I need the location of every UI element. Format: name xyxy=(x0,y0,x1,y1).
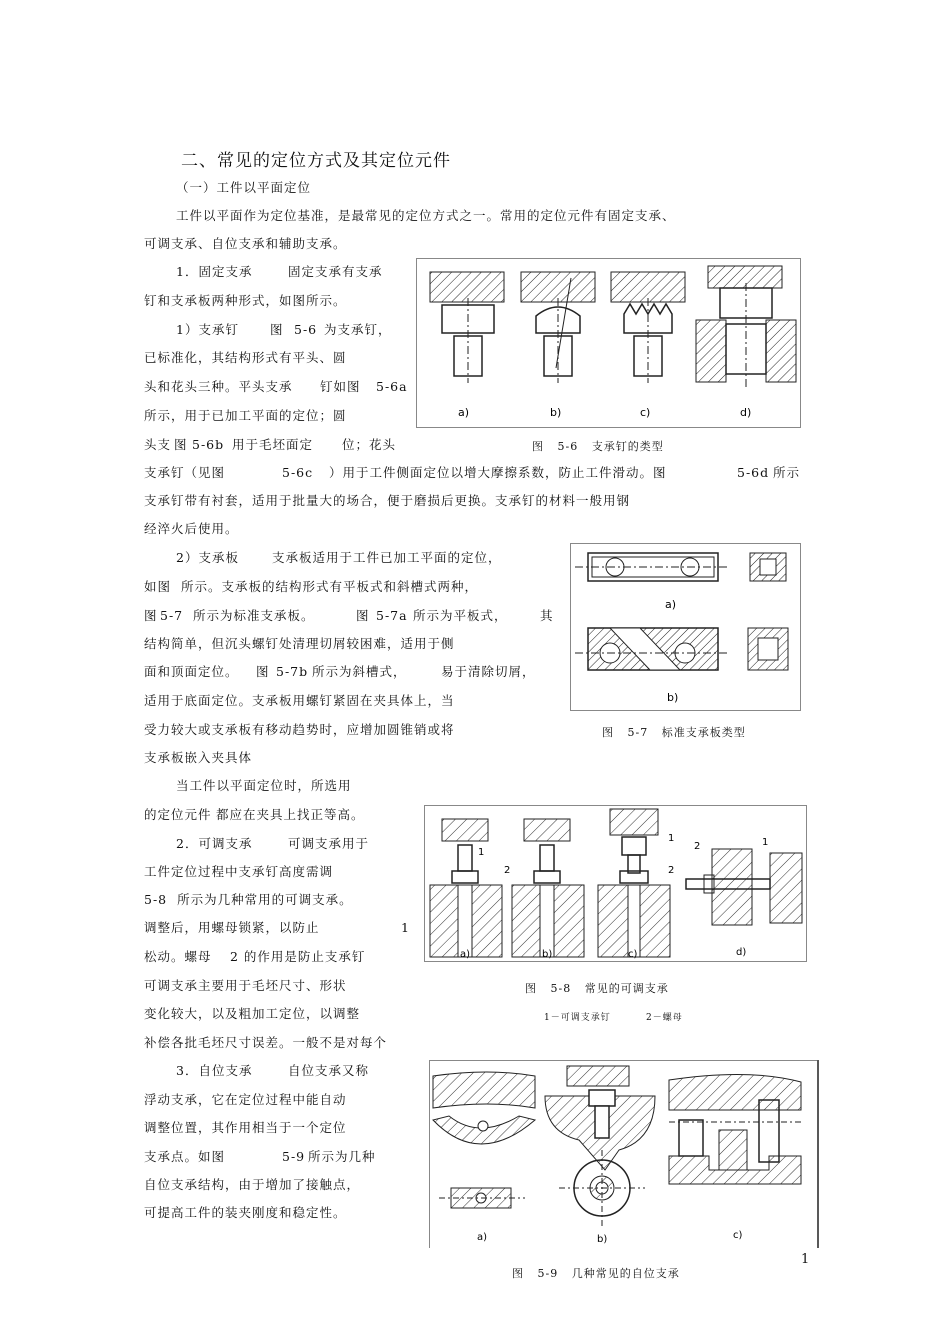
body-line: 自位支承结构，由于增加了接触点， xyxy=(144,1177,361,1192)
body-line: 适用于底面定位。支承板用螺钉紧固在夹具体上，当 xyxy=(144,693,455,708)
body-line: 易于清除切屑， xyxy=(441,664,536,679)
body-line: 松动。螺母 xyxy=(144,949,212,964)
body-line: 5-6c xyxy=(282,465,314,480)
body-line: 已标准化，其结构形式有平头、圆 xyxy=(144,350,347,365)
body-line: 如图 所示。支承板的结构形式有平板式和斜槽式两种， xyxy=(144,579,478,594)
body-line: 调整位置，其作用相当于一个定位 xyxy=(144,1120,347,1135)
body-line: 工件定位过程中支承钉高度需调 xyxy=(144,864,334,879)
body-line: 所示 xyxy=(773,465,801,480)
page-title: 二、常见的定位方式及其定位元件 xyxy=(181,151,451,171)
body-line: 补偿各批毛坯尺寸误差。一般不是对每个 xyxy=(144,1035,388,1050)
body-line: 经淬火后使用。 xyxy=(144,521,239,536)
fig58-label-1: 1 xyxy=(762,837,769,848)
body-line: 所示，用于已加工平面的定位；圆 xyxy=(144,408,347,423)
figure-5-7 xyxy=(570,543,801,711)
body-line: 可提高工件的装夹刚度和稳定性。 xyxy=(144,1205,347,1220)
body-line: 钉如图 xyxy=(320,379,361,394)
body-line: （一）工件以平面定位 xyxy=(176,180,312,195)
body-line: 头支 xyxy=(144,437,172,452)
body-line: 结构简单，但沉头螺钉处清理切屑较困难，适用于侧 xyxy=(144,636,455,651)
body-line: 位；花头 xyxy=(342,437,397,452)
fig59-label-b: b) xyxy=(597,1234,608,1245)
body-line: 图 xyxy=(174,437,188,452)
fig57-label-a: a) xyxy=(665,598,677,611)
body-line: 可调支承主要用于毛坯尺寸、形状 xyxy=(144,978,347,993)
body-line: 用于毛坯面定 xyxy=(232,437,314,452)
fig58-label-2: 2 xyxy=(504,865,511,876)
body-line: 支承钉（见图 xyxy=(144,465,226,480)
fig56-label-b: b) xyxy=(550,406,562,419)
figure-5-8-sublabel: 1－可调支承钉 xyxy=(544,1013,611,1023)
body-line: 5-9 xyxy=(282,1149,306,1164)
body-line: 的定位元件 xyxy=(144,807,212,822)
fig58-label-d: d) xyxy=(736,947,747,958)
body-line: 5-6 xyxy=(294,322,318,337)
body-line: 支承板嵌入夹具体 xyxy=(144,750,253,765)
fig58-label-1: 1 xyxy=(668,833,675,844)
body-line: 5-6d xyxy=(737,465,770,480)
body-line: 其 xyxy=(540,608,554,623)
body-line: 自位支承又称 xyxy=(288,1063,370,1078)
figure-5-8 xyxy=(424,805,807,962)
body-line: ）用于工件侧面定位以增大摩擦系数，防止工件滑动。图 xyxy=(329,465,667,480)
body-line: 3．自位支承 xyxy=(176,1063,253,1078)
body-line: 图 xyxy=(256,664,270,679)
body-line: 图 xyxy=(144,608,158,623)
fig58-label-a: a) xyxy=(460,949,471,960)
figure-5-6-caption: 图 5-6 支承钉的类型 xyxy=(532,440,664,453)
page-number: 1 xyxy=(801,1252,810,1267)
body-line: 5-6b xyxy=(192,437,225,452)
figure-5-9 xyxy=(429,1060,820,1248)
body-line: 面和顶面定位。 xyxy=(144,664,239,679)
fig56-label-d: d) xyxy=(740,406,752,419)
body-line: 支承钉带有衬套，适用于批量大的场合，便于磨损后更换。支承钉的材料一般用钢 xyxy=(144,493,631,508)
body-line: 1 xyxy=(401,920,410,935)
fig58-label-c: c) xyxy=(628,949,638,960)
body-line: 钉和支承板两种形式，如图所示。 xyxy=(144,293,347,308)
body-line: 头和花头三种。平头支承 xyxy=(144,379,293,394)
body-line: 所示为平板式， xyxy=(413,608,508,623)
body-line: 支承板适用于工件已加工平面的定位， xyxy=(272,550,502,565)
body-line: 5-7b xyxy=(276,664,309,679)
body-line: 可调支承用于 xyxy=(288,836,370,851)
body-line: 图 xyxy=(356,608,370,623)
body-line: 图 xyxy=(270,322,284,337)
body-line: 5-8 所示为几种常用的可调支承。 xyxy=(144,892,353,907)
body-line: 支承点。如图 xyxy=(144,1149,226,1164)
body-line: 当工件以平面定位时，所选用 xyxy=(176,778,352,793)
body-line: 都应在夹具上找正等高。 xyxy=(216,807,365,822)
fig58-label-1: 1 xyxy=(478,847,485,858)
body-line: 1．固定支承 xyxy=(176,264,253,279)
body-line: 1）支承钉 xyxy=(176,322,239,337)
body-line: 5-7a xyxy=(376,608,408,623)
fig57-label-b: b) xyxy=(667,691,679,704)
figure-5-6 xyxy=(416,258,801,428)
figure-5-9-caption: 图 5-9 几种常见的自位支承 xyxy=(512,1267,680,1280)
body-line: 2．可调支承 xyxy=(176,836,253,851)
body-line: 为支承钉， xyxy=(324,322,392,337)
body-line: 固定支承有支承 xyxy=(288,264,383,279)
fig58-label-2: 2 xyxy=(668,865,675,876)
fig56-label-c: c) xyxy=(640,406,651,419)
body-line: 变化较大，以及粗加工定位，以调整 xyxy=(144,1006,361,1021)
body-line: 2）支承板 xyxy=(176,550,239,565)
body-line: 所示为标准支承板。 xyxy=(193,608,315,623)
body-line: 5-7 xyxy=(160,608,184,623)
fig59-label-a: a) xyxy=(477,1232,488,1243)
fig56-label-a: a) xyxy=(458,406,470,419)
figure-5-8-caption: 图 5-8 常见的可调支承 xyxy=(525,982,669,995)
fig59-label-c: c) xyxy=(733,1230,743,1241)
body-line: 受力较大或支承板有移动趋势时，应增加圆锥销或将 xyxy=(144,722,455,737)
figure-5-7-caption: 图 5-7 标准支承板类型 xyxy=(602,726,746,739)
body-line: 5-6a xyxy=(376,379,408,394)
body-line: 2 的作用是防止支承钉 xyxy=(230,949,366,964)
body-line: 浮动支承，它在定位过程中能自动 xyxy=(144,1092,347,1107)
body-line: 可调支承、自位支承和辅助支承。 xyxy=(144,236,347,251)
fig58-label-2: 2 xyxy=(694,841,701,852)
figure-5-8-sublabel: 2－螺母 xyxy=(646,1013,683,1023)
body-line: 工件以平面作为定位基准，是最常见的定位方式之一。常用的定位元件有固定支承、 xyxy=(176,208,676,223)
body-line: 所示为斜槽式， xyxy=(312,664,407,679)
body-line: 所示为几种 xyxy=(308,1149,376,1164)
body-line: 调整后，用螺母锁紧，以防止 xyxy=(144,920,320,935)
fig58-label-b: b) xyxy=(542,949,553,960)
